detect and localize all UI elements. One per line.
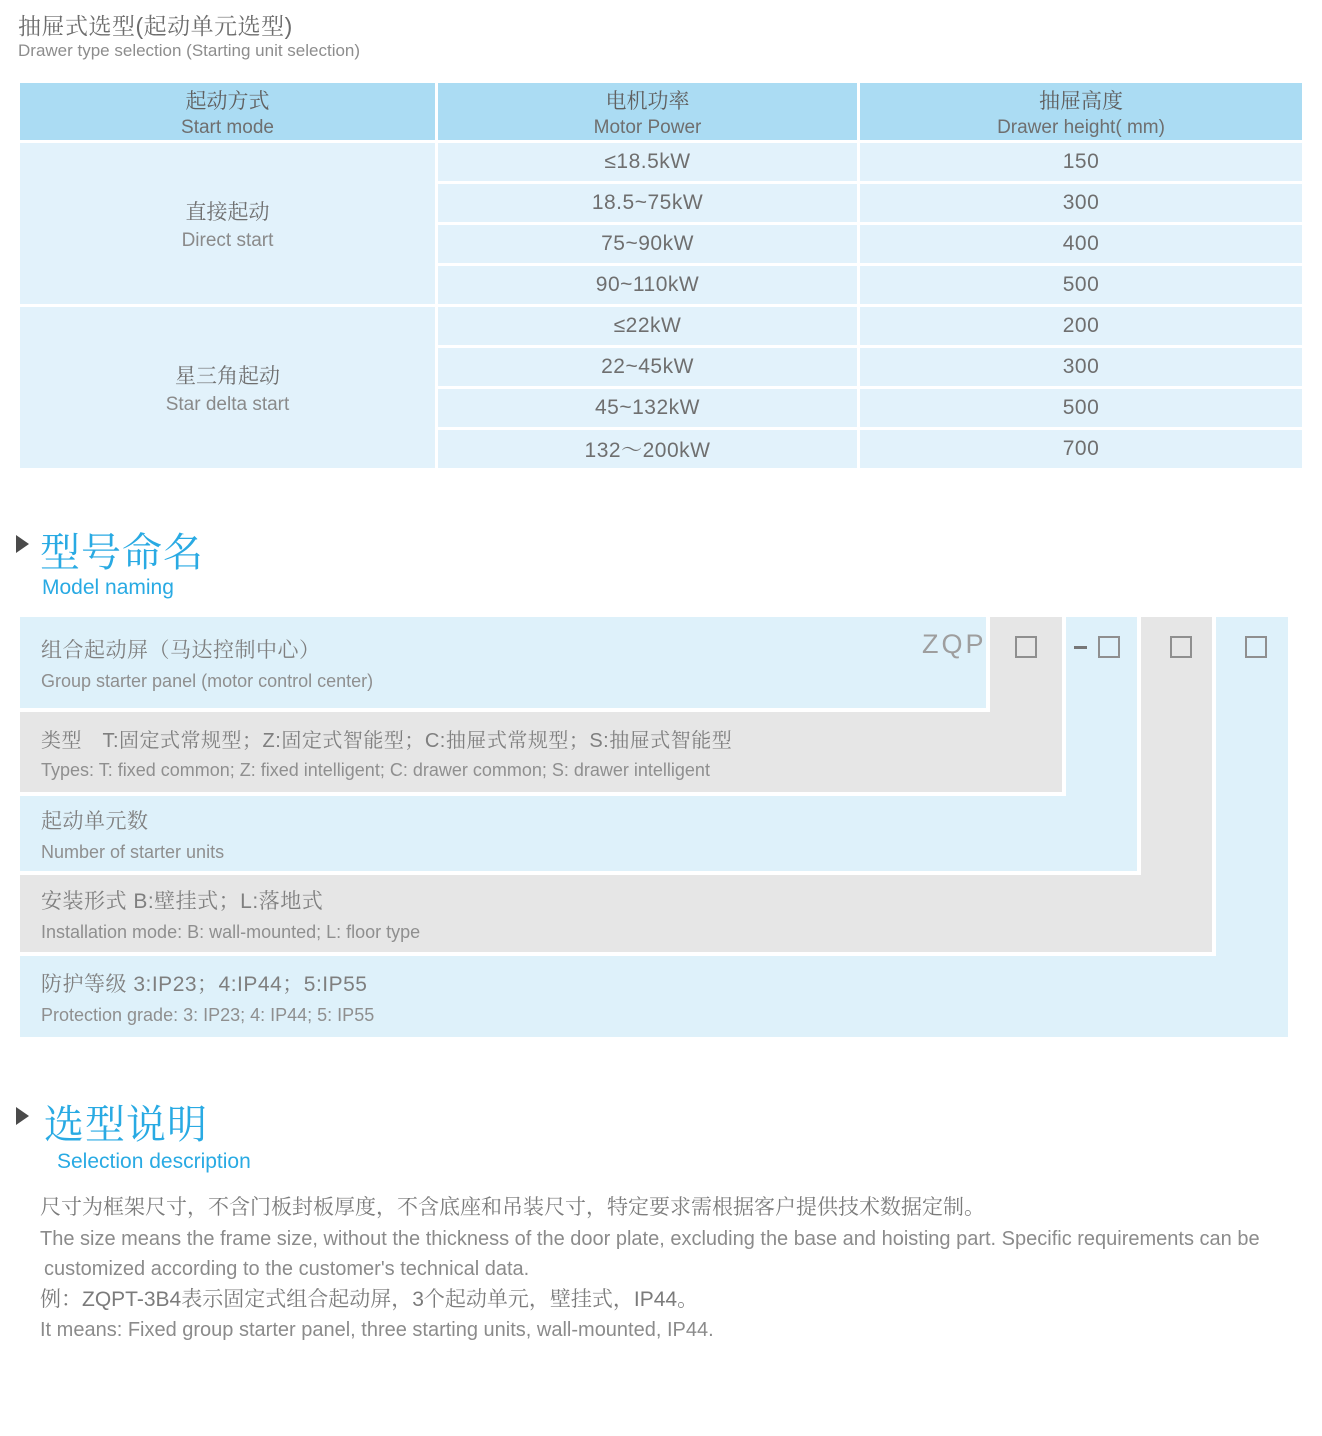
model-row-starter-units [20, 796, 1137, 871]
model-code-box-protection [1245, 636, 1267, 658]
model-row-cn: 安装形式 B:壁挂式；L:落地式 [41, 889, 324, 913]
model-row-types [20, 712, 1062, 792]
table-cell-height: 300 [860, 348, 1302, 386]
table-cell-height: 500 [860, 389, 1302, 427]
table-header-drawer-height [860, 83, 1302, 140]
table-cell-power: 18.5~75kW [438, 184, 857, 222]
model-row-en: Protection grade: 3: IP23; 4: IP44; 5: IP55 [41, 1004, 375, 1025]
section-bullet-icon [16, 535, 29, 553]
model-code-box-type [1015, 636, 1037, 658]
model-row-cn: 类型 T:固定式常规型；Z:固定式智能型；C:抽屉式常规型；S:抽屉式智能型 [41, 729, 733, 752]
page-title-en: Drawer type selection (Starting unit selection) [18, 41, 361, 60]
model-row-en: Installation mode: B: wall-mounted; L: floor type [41, 921, 421, 942]
table-cell-power: 45~132kW [438, 389, 857, 427]
group-cell-direct-start [20, 143, 435, 304]
table-cell-power: 132～200kW [438, 430, 857, 468]
model-row-group-starter-panel [20, 617, 986, 708]
table-cell-height: 400 [860, 225, 1302, 263]
model-row-cn: 起动单元数 [41, 809, 149, 833]
model-code-box-installation [1170, 636, 1192, 658]
group-cn: 星三角起动 [175, 364, 280, 388]
group-cell-star-delta-start [20, 307, 435, 468]
header-cn: 电机功率 [605, 89, 690, 113]
header-cn: 起动方式 [185, 89, 270, 113]
page-title-cn: 抽屉式选型(起动单元选型) [18, 13, 293, 39]
model-row-installation-mode [20, 875, 1212, 952]
model-row-en: Group starter panel (motor control center) [41, 670, 374, 691]
section-title-selection-cn: 选型说明 [44, 1103, 208, 1147]
table-cell-power: ≤18.5kW [438, 143, 857, 181]
table-cell-height: 700 [860, 430, 1302, 468]
header-en: Motor Power [593, 116, 702, 138]
model-row-en: Number of starter units [41, 841, 225, 862]
selection-description-body [40, 1193, 1295, 1346]
model-column-protection [1216, 617, 1288, 956]
group-en: Direct start [181, 229, 274, 251]
group-cn: 直接起动 [185, 200, 270, 224]
table-cell-power: 75~90kW [438, 225, 857, 263]
model-row-en: Types: T: fixed common; Z: fixed intelligent; C: drawer common; S: drawer intelligent [41, 759, 710, 780]
drawer-selection-table [20, 83, 1302, 468]
table-cell-height: 500 [860, 266, 1302, 304]
model-row-cn: 组合起动屏（马达控制中心） [41, 638, 321, 662]
table-cell-power: 22~45kW [438, 348, 857, 386]
model-row-cn: 防护等级 3:IP23；4:IP44；5:IP55 [41, 972, 368, 996]
header-en: Drawer height( mm) [997, 116, 1165, 138]
model-code-box-units [1098, 636, 1120, 658]
body-line: The size means the frame size, without the thickness of the door plate, excluding the base and hoisting part. Specific requirements can be [40, 1227, 1260, 1250]
table-header-motor-power [438, 83, 857, 140]
header-cn: 抽屉高度 [1039, 89, 1123, 113]
section-title-model-naming-en: Model naming [42, 576, 174, 599]
body-line: It means: Fixed group starter panel, three starting units, wall-mounted, IP44. [40, 1319, 714, 1341]
body-line: 例：ZQPT-3B4表示固定式组合起动屏，3个起动单元，壁挂式，IP44。 [40, 1287, 699, 1311]
dash-mark [1074, 646, 1087, 649]
model-column-type [990, 617, 1062, 712]
group-en: Star delta start [165, 393, 290, 415]
model-row-protection-grade [20, 956, 1288, 1037]
table-cell-height: 150 [860, 143, 1302, 181]
table-cell-height: 200 [860, 307, 1302, 345]
table-cell-power: 90~110kW [438, 266, 857, 304]
table-cell-power: ≤22kW [438, 307, 857, 345]
model-code-prefix: ZQP [922, 629, 987, 659]
body-line: customized according to the customer's technical data. [44, 1258, 530, 1280]
header-en: Start mode [181, 116, 274, 138]
body-line: 尺寸为框架尺寸，不含门板封板厚度，不含底座和吊装尺寸，特定要求需根据客户提供技术数据定制。 [40, 1196, 985, 1219]
section-title-model-naming-cn: 型号命名 [40, 531, 204, 575]
section-title-selection-en: Selection description [57, 1150, 251, 1173]
table-cell-height: 300 [860, 184, 1302, 222]
section-bullet-icon [16, 1107, 29, 1125]
table-header-start-mode [20, 83, 435, 140]
